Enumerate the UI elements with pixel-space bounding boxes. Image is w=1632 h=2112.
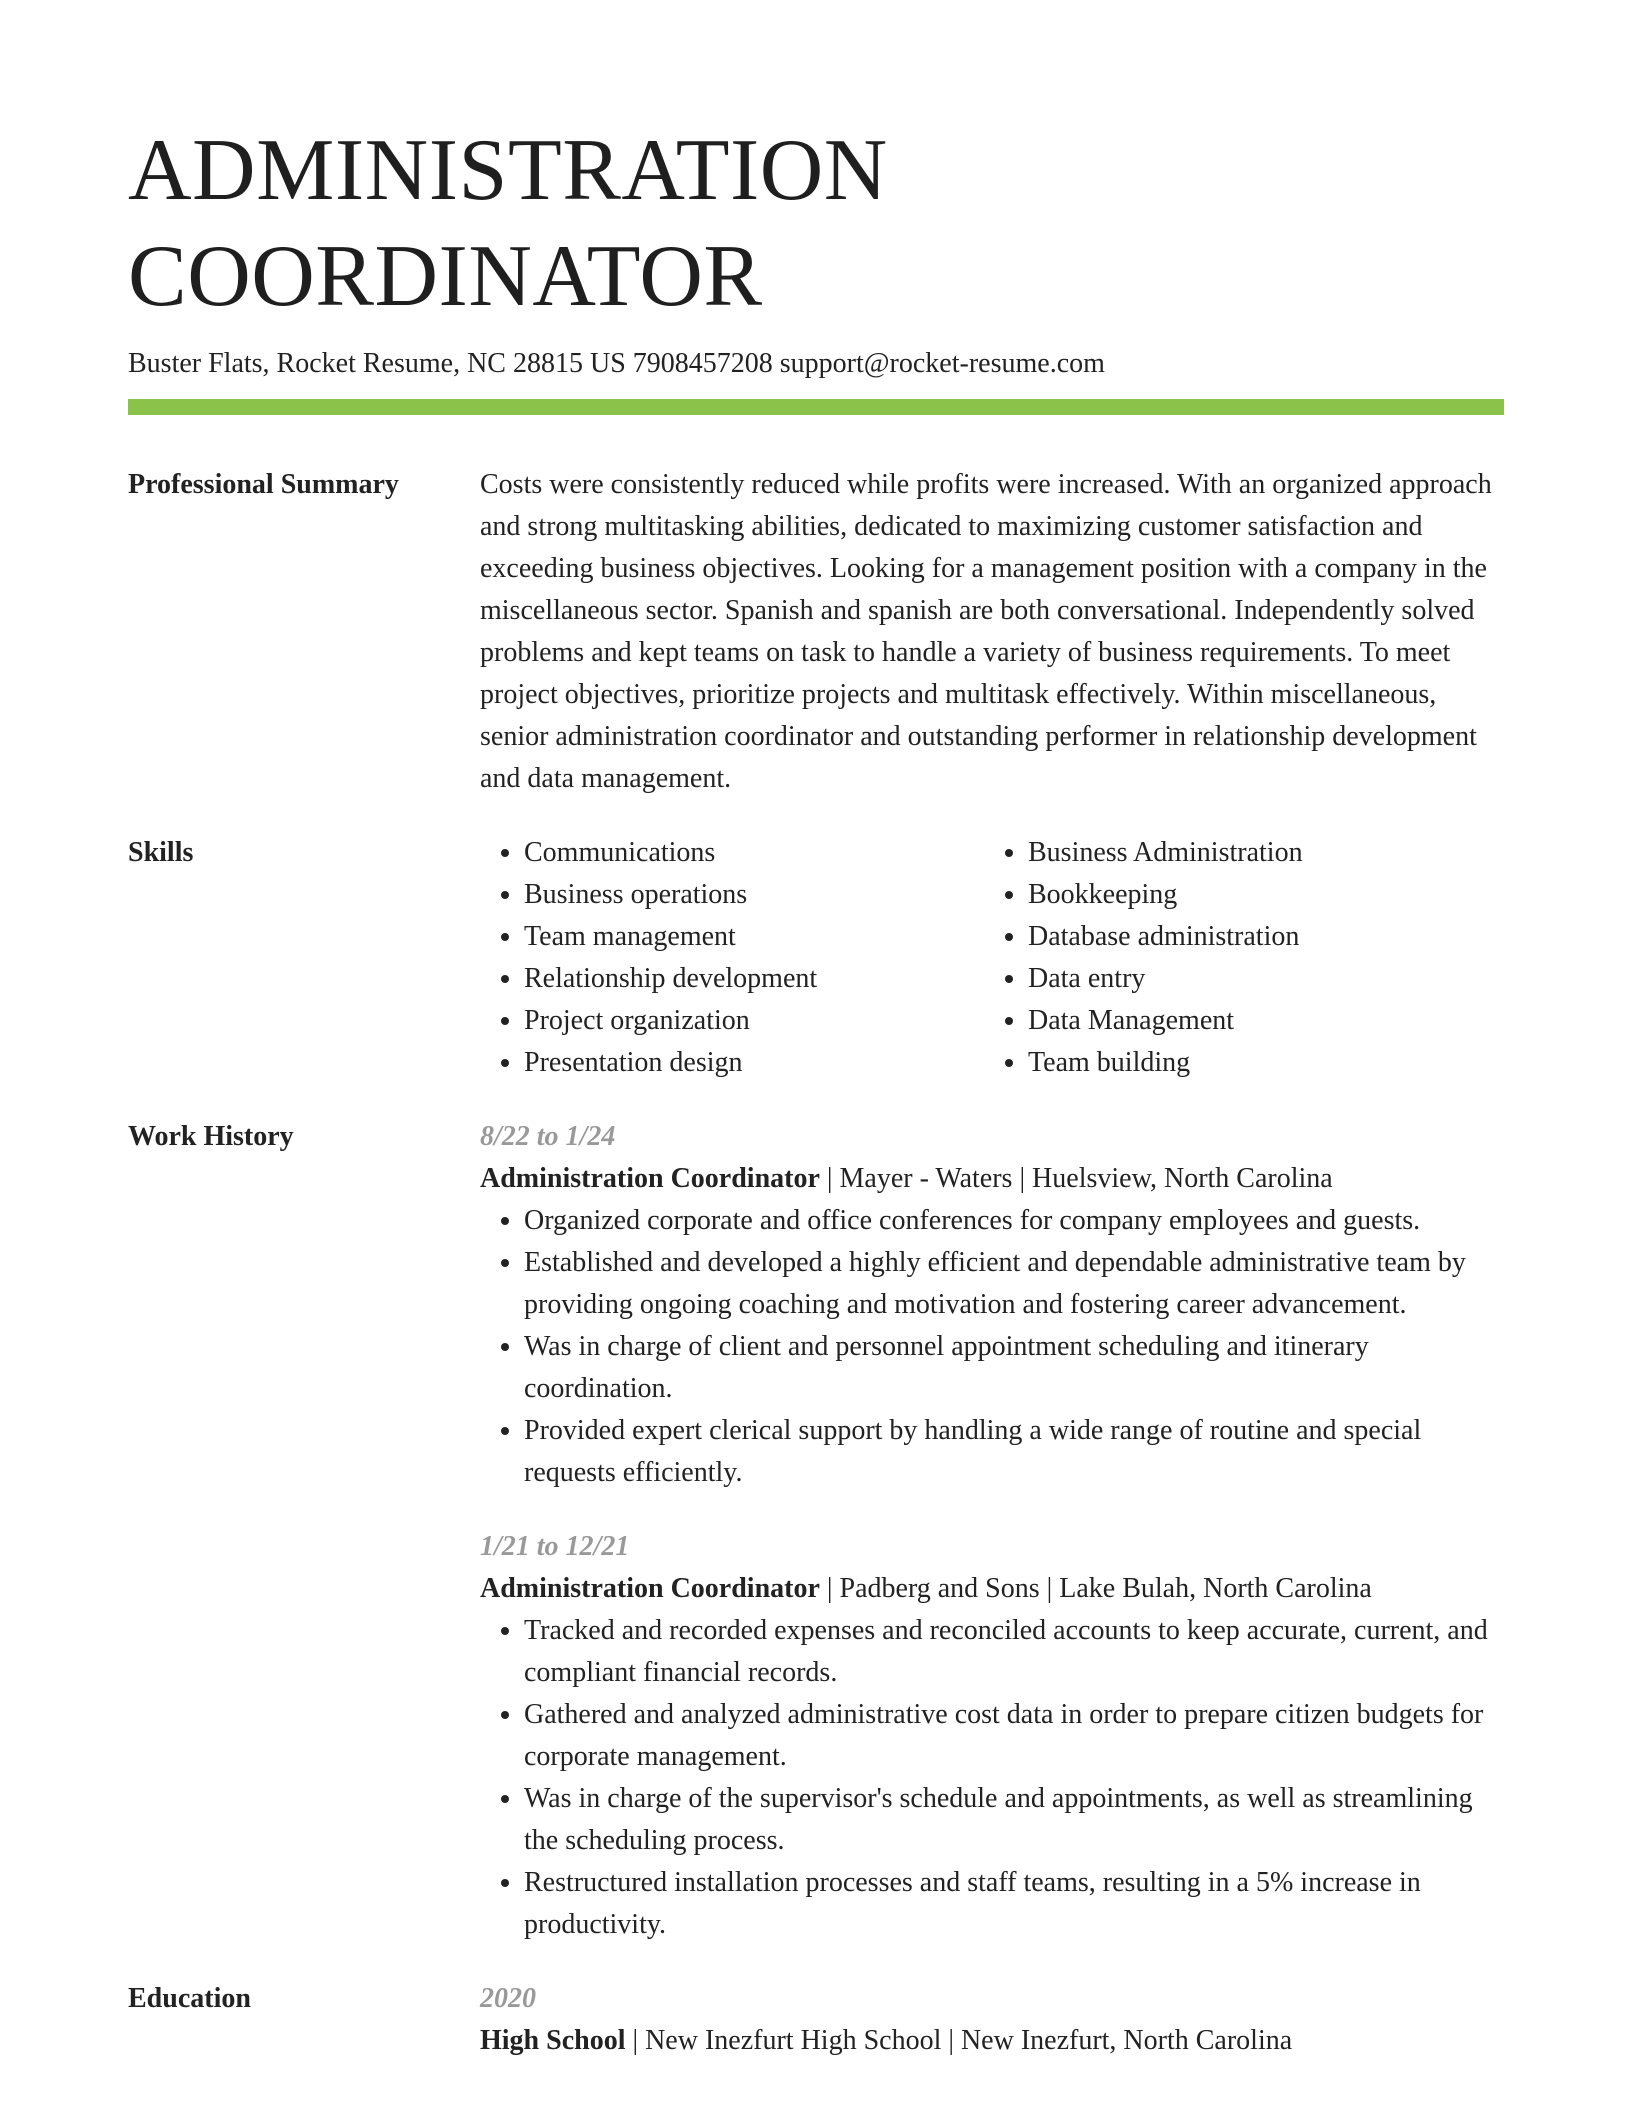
- work-history-heading: Work History: [128, 1121, 294, 1152]
- contact-line: Buster Flats, Rocket Resume, NC 28815 US 7908457208 support@rocket-resume.com: [128, 348, 1105, 379]
- job-bullets: [480, 1200, 1504, 1494]
- skill-item: • Business operations: [524, 874, 984, 916]
- job-dates: 8/22 to 1/24: [480, 1121, 616, 1152]
- skills-list-right: [984, 832, 1488, 1084]
- job-title-line: [480, 1158, 1504, 1200]
- summary-body: [480, 464, 1504, 800]
- work-history-section: [128, 1116, 1504, 1946]
- job-bullet: • Organized corporate and office conferences for company employees and guests.: [524, 1200, 1504, 1242]
- job-bullets: [480, 1610, 1504, 1946]
- skill-item: • Relationship development: [524, 958, 984, 1000]
- skills-heading: Skills: [128, 837, 194, 868]
- job-bullet: • Provided expert clerical support by handling a wide range of routine and special requests efficiently.: [524, 1410, 1504, 1494]
- job-bullet: • Was in charge of client and personnel appointment scheduling and itinerary coordination.: [524, 1326, 1504, 1410]
- skills-list-left: [480, 832, 984, 1084]
- job-employer-location: | Padberg and Sons | Lake Bulah, North Carolina: [819, 1573, 1372, 1604]
- summary-text: Costs were consistently reduced while profits were increased. With an organized approach and strong multitasking abilities, dedicated to maximizing customer satisfaction and exceeding business objectives. Looking for a management position with a company in the miscellaneous sector. Spanish and spanish are both conversational. Independently solved problems and kept teams on task to handle a variety of business requirements. To meet project objectives, prioritize projects and multitask effectively. Within miscellaneous, senior administration coordinator and outstanding performer in relationship development and data management.: [480, 469, 1492, 794]
- candidate-name: ADMINISTRATION COORDINATOR: [128, 122, 888, 325]
- skill-item: • Project organization: [524, 1000, 984, 1042]
- job-entry: [480, 1526, 1504, 1946]
- job-title-line: [480, 1568, 1504, 1610]
- education-section: [128, 1978, 1504, 2062]
- job-bullet: • Established and developed a highly efficient and dependable administrative team by providing ongoing coaching and motivation and fostering career advancement.: [524, 1242, 1504, 1326]
- skills-columns: [480, 832, 1504, 1084]
- job-bullet: • Was in charge of the supervisor's schedule and appointments, as well as streamlining the scheduling process.: [524, 1778, 1504, 1862]
- job-bullet: • Gathered and analyzed administrative cost data in order to prepare citizen budgets for corporate management.: [524, 1694, 1504, 1778]
- education-dates: 2020: [480, 1983, 536, 2014]
- skill-item: • Team management: [524, 916, 984, 958]
- skill-item: • Communications: [524, 832, 984, 874]
- skill-item: • Presentation design: [524, 1042, 984, 1084]
- work-history-body: [480, 1116, 1504, 1946]
- skills-body: [480, 832, 1504, 1084]
- skill-item: • Database administration: [1028, 916, 1488, 958]
- skills-section: [128, 832, 1504, 1084]
- education-line: [480, 2020, 1504, 2062]
- skill-item: • Business Administration: [1028, 832, 1488, 874]
- job-bullet: • Restructured installation processes and staff teams, resulting in a 5% increase in productivity.: [524, 1862, 1504, 1946]
- skill-item: • Data Management: [1028, 1000, 1488, 1042]
- job-title: Administration Coordinator: [480, 1573, 820, 1604]
- education-heading: Education: [128, 1983, 251, 2014]
- resume-page: [128, 0, 1504, 2062]
- accent-divider: [128, 399, 1504, 415]
- job-dates: 1/21 to 12/21: [480, 1531, 630, 1562]
- job-employer-location: | Mayer - Waters | Huelsview, North Carolina: [819, 1163, 1333, 1194]
- summary-heading: Professional Summary: [128, 469, 399, 500]
- education-body: [480, 1978, 1504, 2062]
- job-bullet: • Tracked and recorded expenses and reconciled accounts to keep accurate, current, and compliant financial records.: [524, 1610, 1504, 1694]
- education-degree: High School: [480, 2025, 626, 2056]
- education-school-location: | New Inezfurt High School | New Inezfurt, North Carolina: [625, 2025, 1293, 2056]
- summary-section: [128, 464, 1504, 800]
- job-title: Administration Coordinator: [480, 1163, 820, 1194]
- skill-item: • Data entry: [1028, 958, 1488, 1000]
- skill-item: • Bookkeeping: [1028, 874, 1488, 916]
- skill-item: • Team building: [1028, 1042, 1488, 1084]
- job-entry: [480, 1116, 1504, 1494]
